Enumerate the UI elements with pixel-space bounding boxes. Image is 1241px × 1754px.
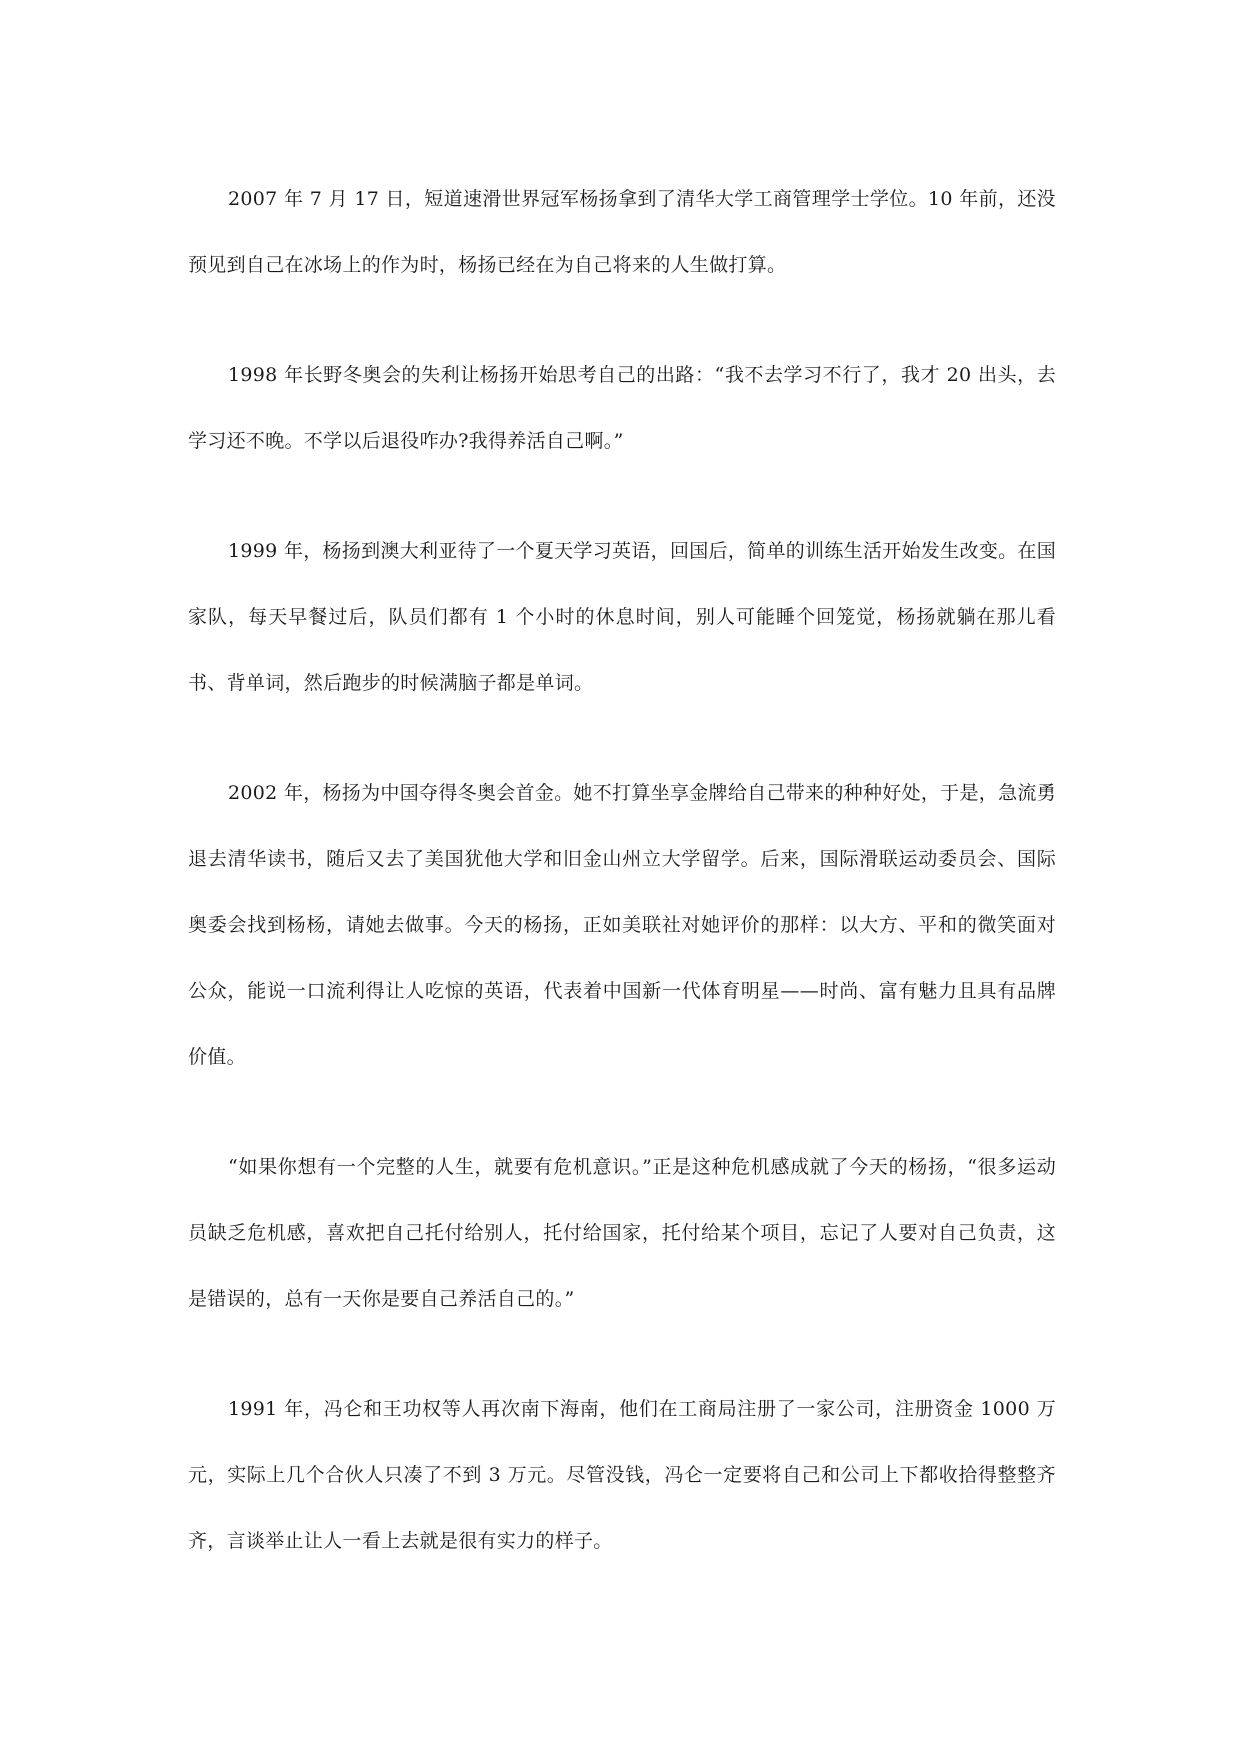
paragraph-australia-english: 1999 年，杨扬到澳大利亚待了一个夏天学习英语，回国后，简单的训练生活开始发生改变。在国家队，每天早餐过后，队员们都有 1 个小时的休息时间，别人可能睡个回笼觉，杨扬就躺在那儿看书、背单词，然后跑步的时候满脑子都是单词。	[188, 540, 1056, 694]
document-body	[188, 166, 1056, 1574]
paragraph-nagano-olympics: 1998 年长野冬奥会的失利让杨扬开始思考自己的出路：“我不去学习不行了，我才 20 出头，去学习还不晚。不学以后退役咋办?我得养活自己啊。”	[188, 364, 1056, 452]
paragraph-crisis-awareness: “如果你想有一个完整的人生，就要有危机意识。”正是这种危机感成就了今天的杨扬，“很多运动员缺乏危机感，喜欢把自己托付给别人，托付给国家，托付给某个项目，忘记了人要对自己负责，这是错误的，总有一天你是要自己养活自己的。”	[188, 1156, 1056, 1310]
paragraph-yang-yang-degree: 2007 年 7 月 17 日，短道速滑世界冠军杨扬拿到了清华大学工商管理学士学位。10 年前，还没预见到自己在冰场上的作为时，杨扬已经在为自己将来的人生做打算。	[188, 188, 1056, 276]
paragraph-first-gold: 2002 年，杨扬为中国夺得冬奥会首金。她不打算坐享金牌给自己带来的种种好处，于是，急流勇退去清华读书，随后又去了美国犹他大学和旧金山州立大学留学。后来，国际滑联运动委员会、国际奥委会找到杨杨，请她去做事。今天的杨扬，正如美联社对她评价的那样：以大方、平和的微笑面对公众，能说一口流利得让人吃惊的英语，代表着中国新一代体育明星——时尚、富有魅力且具有品牌价值。	[188, 782, 1056, 1068]
paragraph-feng-lun-hainan: 1991 年，冯仑和王功权等人再次南下海南，他们在工商局注册了一家公司，注册资金 1000 万元，实际上几个合伙人只凑了不到 3 万元。尽管没钱，冯仑一定要将自己和公司上下都收拾得整整齐齐，言谈举止让人一看上去就是很有实力的样子。	[188, 1398, 1056, 1552]
